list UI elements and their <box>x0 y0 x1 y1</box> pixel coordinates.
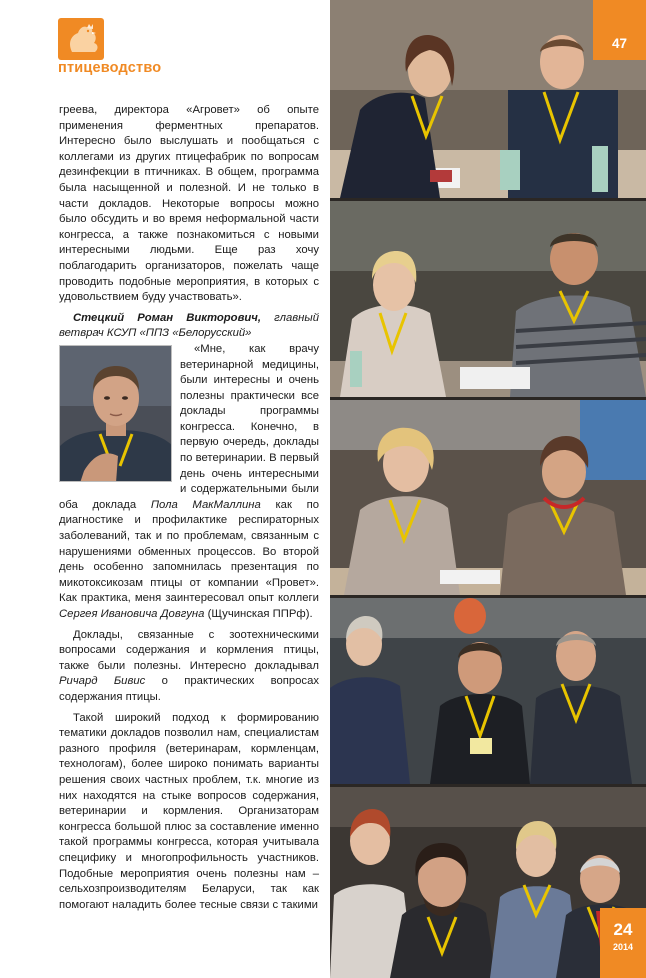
paragraph-zootech: Доклады, связанные с зоотехническими вопросами содержания и кормления птицы, также были полезны. Интересно докладывал Ричард Бивис о практических вопросах содержания птицы. <box>59 628 320 703</box>
congress-photo-4 <box>330 598 646 784</box>
page-number: 47 <box>611 36 628 51</box>
page-number-tab <box>593 0 646 60</box>
magazine-logo <box>58 18 104 60</box>
photo-strip <box>330 0 646 978</box>
paragraph-speaker-quote: «Мне, как врачу ветеринарной медицины, были интересны и очень полезны практически все доклады программы конгресса. Конечно, в первую очередь, доклады по ветеринарии. В первый день очень интересными и содержательными были оба доклада Пола МакМаллина как по диагностике и профилактике респираторных заболеваний, так и по проблемам, связанным с нарушениями обменных процессов. Во второй день особенно запомнилась презентация по микотоксикозам птицы от компании «Провет». Как практика, меня заинтересовал опыт коллеги Сергея Ивановича Довгуна (Щучинская ППРф). <box>59 342 319 620</box>
speaker-credit <box>59 311 319 342</box>
speaker-portrait <box>59 345 172 482</box>
issue-badge <box>600 908 646 978</box>
paragraph-approach: Такой широкий подход к формированию тематики докладов позволил нам, специалистам разного профиля (ветеринарам, кормленцам, технологам), более широко понимать варианты решения своих частных проблем, т.к. многие из них находятся на стыке вопросов содержания, ветеринарии и кормления. Организаторам конгресса большой плюс за составление именно такой программы конгресса, которая учитывала специфику и многопрофильность участников. Подобные мероприятия очень полезны нам – сельхозпроизводителям Беларуси, так как помогают наладить более тесные связи с такими <box>59 711 319 911</box>
congress-photo-5 <box>330 787 646 978</box>
speaker-ref-name-1: Пола МакМаллина <box>150 498 261 511</box>
hen-icon <box>58 18 104 60</box>
section-name: птицеводство <box>58 60 162 76</box>
article-body <box>59 103 319 913</box>
speaker-ref-name-3: Ричард Бивис <box>59 675 146 688</box>
speaker-name: Стецкий Роман Викторович, <box>73 311 262 324</box>
issue-number: 24 <box>613 920 633 939</box>
speaker-role: главный ветврач КСУП «ППЗ «Белорусский» <box>59 311 319 340</box>
speaker-ref-name-2: Сергея Ивановича Довгуна <box>59 608 205 620</box>
issue-year: 2014 <box>612 942 634 952</box>
paragraph-intro: греева, директора «Агровет» об опыте применения ферментных препаратов. Интересно было выслушать и пообщаться с коллегами из других птицефабрик по вопросам дезинфекции в птичниках. В общем, программа была насыщенной и полезной. И не только в части докладов. Некоторые вопросы можно было обсудить и во время неформальной части конгресса, а также познакомиться с новыми интересными людьми. Еще раз хочу поблагодарить организаторов, пожелать чаще проводить подобные мероприятия, в которых с удовольствием буду участвовать». <box>59 104 319 304</box>
congress-photo-2 <box>330 201 646 397</box>
congress-photo-3 <box>330 400 646 595</box>
